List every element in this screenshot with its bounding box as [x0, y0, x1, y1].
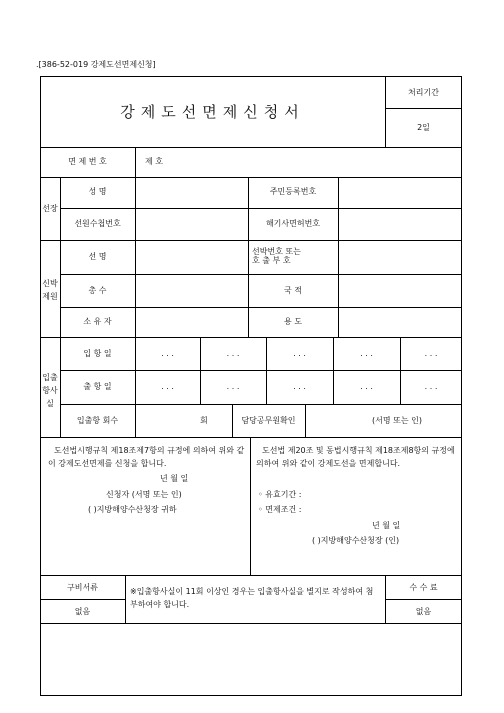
entry-date-cell[interactable]: . . . — [424, 349, 438, 358]
entry-date-cell[interactable]: . . . — [161, 349, 174, 358]
footer-note: ※입출항사실이 11회 이상인 경우는 입출항사실을 별지로 작성하여 첨부하여야 합니다. — [130, 587, 374, 609]
resident-number-field[interactable] — [339, 178, 461, 208]
decision-issuer: ( )지방해양수산청장 (인) — [312, 536, 400, 545]
port-section-label: 입출 항사 실 — [42, 373, 58, 408]
nationality-field[interactable] — [339, 275, 461, 307]
form-title: 강제도선면제신청서 — [120, 103, 305, 121]
seaman-book-label: 선원수첩번호 — [74, 219, 121, 228]
license-number-label: 해기사면허번호 — [265, 219, 321, 228]
exit-date-cell[interactable]: . . . — [161, 382, 174, 391]
processing-period-label: 처리기간 — [408, 88, 439, 97]
officer-confirm-label: 담당공무원확인 — [241, 416, 296, 425]
entry-date-cell[interactable]: . . . — [293, 349, 306, 358]
exemption-number-value[interactable]: 제 호 — [145, 157, 163, 166]
use-label: 용 도 — [284, 317, 302, 326]
seaman-book-field[interactable] — [136, 209, 248, 240]
captain-section-label: 선장 — [42, 204, 58, 213]
ship-number-label: 선박번호 또는 호 출 부 호 — [252, 247, 301, 265]
exemption-conditions[interactable]: ◦ 면제조건 : — [258, 505, 302, 514]
required-docs-value: 없음 — [74, 607, 91, 616]
entry-date-cell[interactable]: . . . — [226, 349, 240, 358]
tonnage-label: 총 수 — [88, 286, 107, 295]
decision-text: 도선법 제20조 및 동법시행규칙 제18조제8항의 규정에 의하여 위와 같이 강제도선을 면제합니다. — [256, 446, 455, 468]
application-date[interactable]: 년 월 일 — [160, 474, 189, 483]
exit-date-cell[interactable]: . . . — [424, 382, 438, 391]
entry-date-label: 입 항 일 — [83, 349, 112, 358]
captain-name-label: 성 명 — [88, 187, 107, 196]
exit-date-cell[interactable]: . . . — [226, 382, 240, 391]
form-code: .[386-52-019 강제도선면제신청] — [36, 60, 156, 69]
tonnage-field[interactable] — [136, 275, 248, 307]
port-count-unit[interactable]: 회 — [200, 416, 208, 425]
required-docs-label: 구비서류 — [67, 583, 98, 592]
captain-name-field[interactable] — [136, 178, 248, 208]
use-field[interactable] — [339, 308, 461, 337]
nationality-label: 국 적 — [284, 286, 302, 295]
application-addressee: ( )지방해양수산청장 귀하 — [88, 505, 177, 514]
port-count-label: 입출항 회수 — [76, 416, 119, 425]
decision-date[interactable]: 년 월 일 — [372, 521, 401, 530]
license-number-field[interactable] — [339, 209, 461, 240]
exit-date-label: 출 항 일 — [83, 382, 112, 391]
vessel-section-label: 신박 제원 — [42, 279, 58, 301]
validity-period[interactable]: ◦ 유효기간 : — [258, 490, 302, 499]
resident-number-label: 주민등록번호 — [269, 187, 317, 196]
ship-name-label: 선 명 — [88, 252, 107, 261]
applicant-sign[interactable]: 신청자 (서명 또는 인) — [106, 490, 182, 499]
owner-label: 소 유 자 — [83, 317, 112, 326]
exemption-number-label: 면 제 번 호 — [68, 157, 107, 166]
exit-date-cell[interactable]: . . . — [360, 382, 373, 391]
ship-number-field[interactable] — [339, 241, 461, 274]
fee-label: 수 수 료 — [409, 583, 438, 592]
exit-date-cell[interactable]: . . . — [293, 382, 306, 391]
application-text: 도선법시행규칙 제18조제7항의 규정에 의하여 위와 같이 강제도선면제를 신청을 합니다. — [48, 446, 245, 468]
processing-period-value: 2일 — [417, 123, 430, 132]
ship-name-field[interactable] — [136, 241, 248, 274]
fee-value: 없음 — [415, 607, 432, 616]
entry-date-cell[interactable]: . . . — [360, 349, 373, 358]
owner-field[interactable] — [136, 308, 248, 337]
officer-sign-label[interactable]: (서명 또는 인) — [372, 416, 422, 425]
